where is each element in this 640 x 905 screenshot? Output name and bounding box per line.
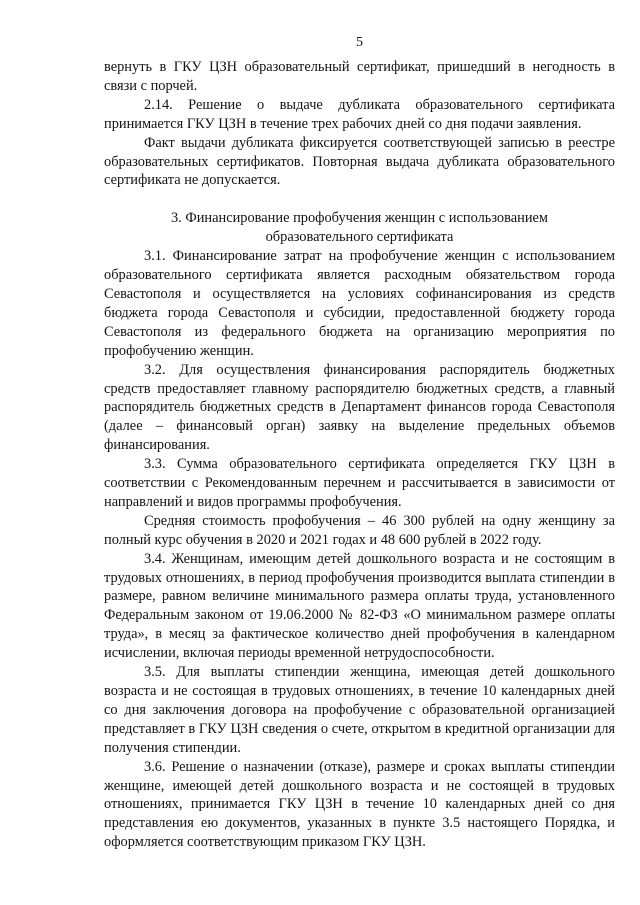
paragraph-3-3: 3.3. Сумма образовательного сертификата определяется ГКУ ЦЗН в соответствии с Рекомендованным перечнем и рассчитывается в зависимости от направлений и видов программы профобучения. [104,456,615,510]
section-heading [104,209,615,247]
paragraph-duplicate-fact: Факт выдачи дубликата фиксируется соответствующей записью в реестре образовательных сертификатов. Повторная выдача дубликата образовательного сертификата не допускается. [104,134,615,189]
paragraph-3-1: 3.1. Финансирование затрат на профобучение женщин с использованием образовательного сертификата является расходным обязательством города Севастополя и осуществляется на условиях софинансирования из средств бюджета города Севастополя и субсидии, предоставленной бюджету города Севастополя из федерального бюджета на организацию мероприятия по профобучению женщин. [104,248,615,359]
paragraph-3-5: 3.5. Для выплаты стипендии женщина, имеющая детей дошкольного возраста и не состоящая в трудовых отношениях, в течение 10 календарных дней со дня заключения договора на профобучение с образовательной организацией представляет в ГКУ ЦЗН сведения о счете, открытом в кредитной организации для получения стипендии. [104,664,615,756]
section-heading-line1: 3. Финансирование профобучения женщин с использованием [170,210,549,227]
paragraph-3-6: 3.6. Решение о назначении (отказе), размере и сроках выплаты стипендии женщине, имеющей детей дошкольного возраста и не состоящей в трудовых отношениях, принимается ГКУ ЦЗН в течение 10 календарных дней со дня представления ею документов, указанных в пункте 3.5 настоящего Порядка, и оформляется соответствующим приказом ГКУ ЦЗН. [104,758,615,851]
paragraph-average-cost: Средняя стоимость профобучения – 46 300 рублей на одну женщину за полный курс обучения в 2020 и 2021 годах и 48 600 рублей в 2022 году. [104,512,615,548]
section-heading-line2: образовательного сертификата [265,229,454,246]
paragraph-continuation: вернуть в ГКУ ЦЗН образовательный сертификат, пришедший в негодность в связи с порчей. [104,59,615,94]
paragraph-2-14: 2.14. Решение о выдаче дубликата образовательного сертификата принимается ГКУ ЦЗН в течение трех рабочих дней со дня подачи заявления. [104,96,615,132]
page-number: 5 [356,35,363,50]
paragraph-3-2: 3.2. Для осуществления финансирования распорядитель бюджетных средств предоставляет главному распорядителю бюджетных средств, а главный распорядитель бюджетных средств в Департамент финансов города Севастополя (далее – финансовый орган) заявку на выделение предельных объемов финансирования. [104,361,615,454]
paragraph-3-4: 3.4. Женщинам, имеющим детей дошкольного возраста и не состоящим в трудовых отношениях, в период профобучения производится выплата стипендии в размере, равном величине минимального размера оплаты труда, установленного Федеральным законом от 19.06.2000 № 82-ФЗ «О минимальном размере оплаты труда», в месяц за фактическое количество дней профобучения в календарном исчислении, включая периоды временной нетрудоспособности. [104,550,615,662]
